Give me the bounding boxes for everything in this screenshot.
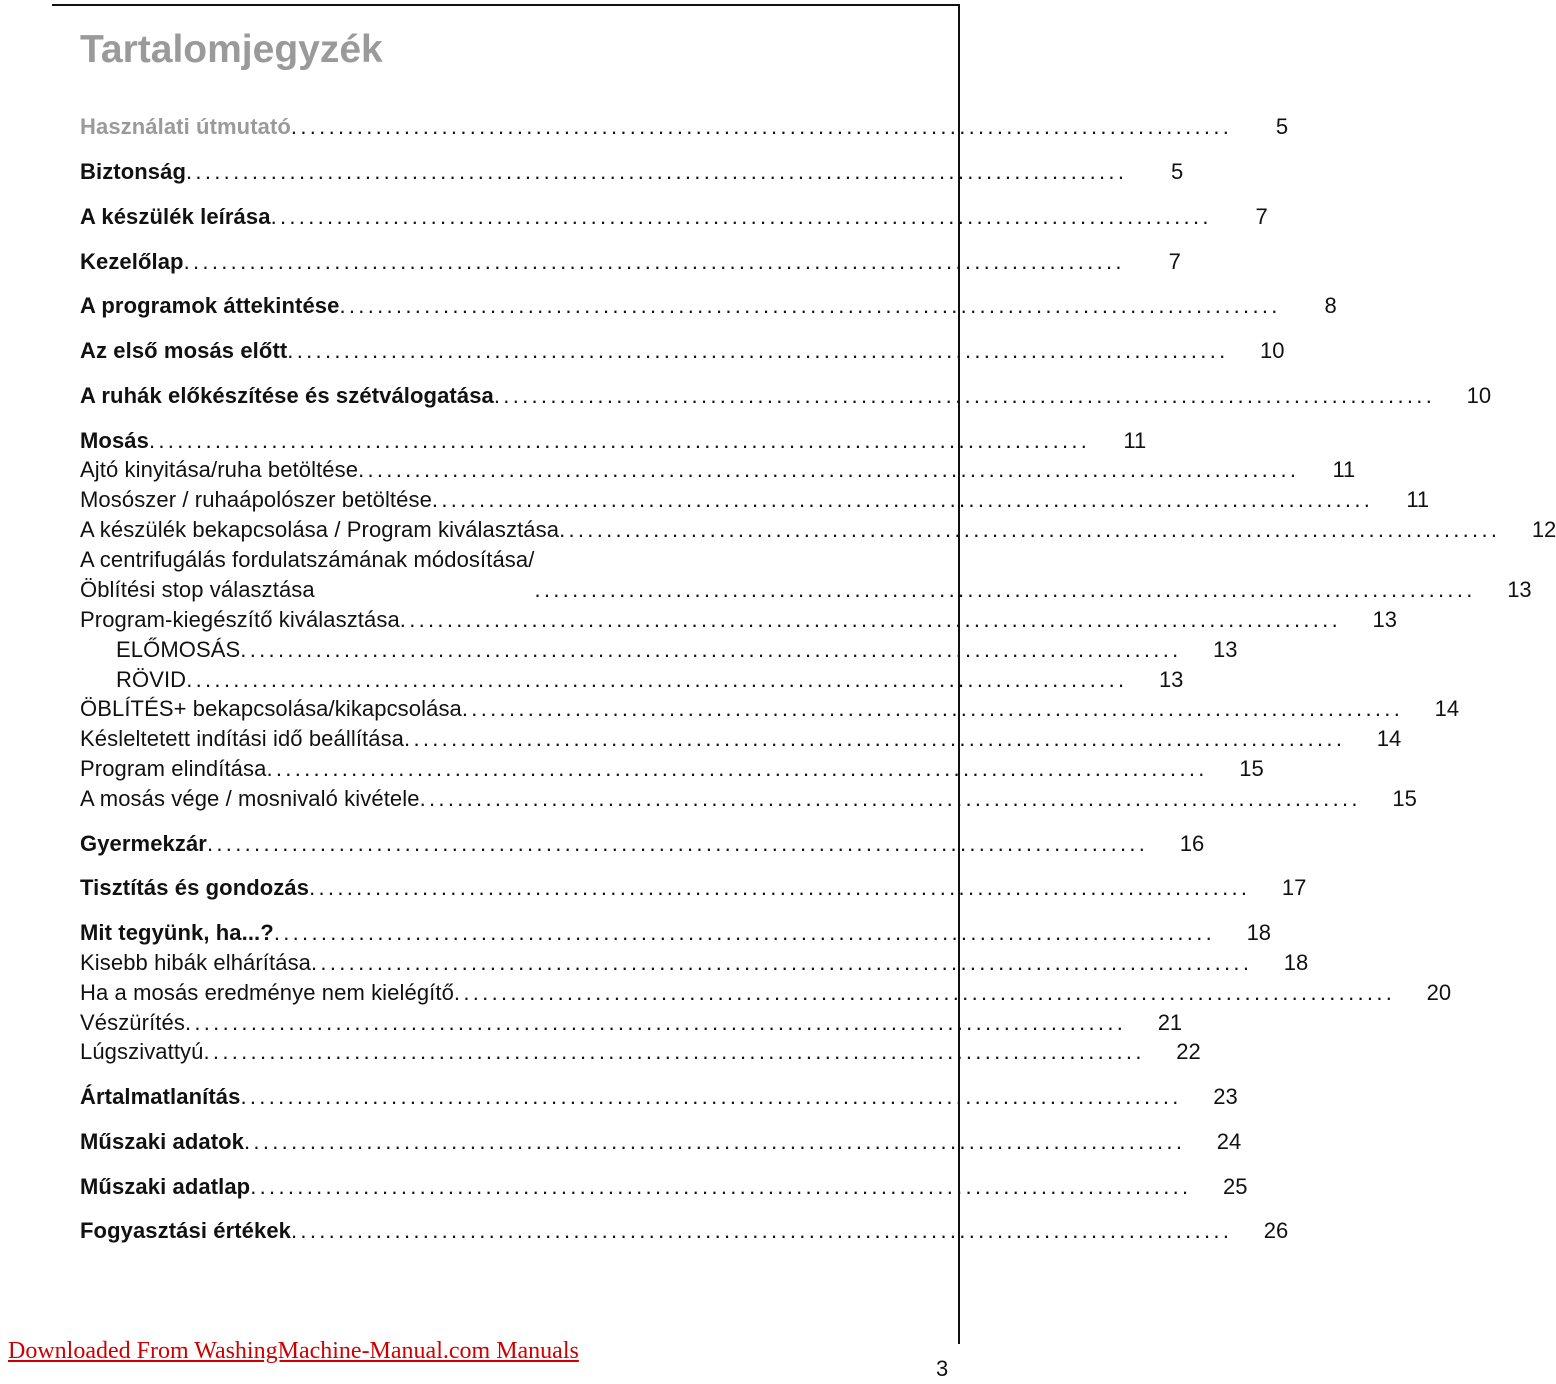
download-source-link[interactable]: Downloaded From WashingMachine-Manual.com Manuals [8, 1338, 579, 1364]
dot-leader: .................................................................................................... [290, 114, 1233, 139]
toc-entry-page: 13 [1372, 607, 1398, 632]
toc-entry-label: Az első mosás előtt [80, 338, 288, 363]
toc-entry-label: Program-kiegészítő kiválasztása [80, 607, 400, 632]
toc-entry-label: Használati útmutató [80, 114, 291, 139]
toc-entry-label: A készülék leírása [80, 204, 271, 229]
dot-leader: .................................................................................................... [266, 756, 1208, 781]
toc-entry-page: 13 [1507, 577, 1532, 602]
toc-entry-page: 23 [1213, 1084, 1238, 1109]
toc-entry-page: 13 [1158, 667, 1184, 692]
toc-entry[interactable] [80, 605, 1398, 635]
toc-entry[interactable] [80, 724, 1402, 754]
toc-entry-label: Ajtó kinyitása/ruha betöltése [80, 457, 359, 482]
toc-entry-page: 11 [1406, 487, 1430, 512]
page-border-top [52, 4, 960, 6]
dot-leader: .................................................................................................... [273, 920, 1216, 945]
toc-entry[interactable] [80, 784, 1417, 814]
dot-leader: .................................................................................................... [240, 1084, 1182, 1109]
dot-leader: .................................................................................................... [399, 607, 1342, 632]
toc-entry-page: 10 [1260, 338, 1285, 363]
dot-leader: .................................................................................................... [184, 1010, 1127, 1035]
toc-entry[interactable] [80, 1008, 1183, 1038]
toc-entry[interactable] [80, 515, 1556, 545]
toc-entry-page: 15 [1392, 786, 1417, 811]
toc-entry-label: ÖBLÍTÉS+ bekapcsolása/kikapcsolása [80, 696, 462, 721]
toc-entry[interactable] [80, 829, 1205, 859]
toc-entry[interactable] [80, 1216, 1289, 1246]
toc-entry[interactable] [80, 485, 1430, 515]
dot-leader: .................................................................................................... [186, 667, 1128, 692]
toc-entry-label: A centrifugálás fordulatszámának módosítása/ Öblítési stop választása [80, 547, 535, 602]
toc-entry-label: A programok áttekintése [80, 293, 340, 318]
dot-leader: .................................................................................................... [183, 249, 1125, 274]
toc-entry-page: 13 [1213, 637, 1238, 662]
toc-entry-page: 5 [1171, 159, 1184, 184]
toc-entry[interactable] [80, 291, 1337, 321]
toc-entry-label: Ártalmatlanítás [80, 1084, 241, 1109]
toc-entry-page: 26 [1263, 1218, 1289, 1243]
toc-entry[interactable] [80, 635, 1238, 665]
dot-leader: .................................................................................................... [358, 457, 1300, 482]
dot-leader: .................................................................................................... [419, 786, 1361, 811]
page-title: Tartalomjegyzék [80, 28, 383, 71]
toc-entry[interactable] [80, 1172, 1248, 1202]
dot-leader: .................................................................................................... [244, 1129, 1186, 1154]
toc-entry-label: Vészürítés [80, 1010, 185, 1035]
toc-entry[interactable] [80, 381, 1492, 411]
dot-leader: .................................................................................................... [493, 383, 1436, 408]
toc-entry-page: 20 [1426, 980, 1452, 1005]
toc-entry[interactable] [80, 948, 1309, 978]
toc-entry[interactable] [80, 112, 1289, 142]
dot-leader: .................................................................................................... [287, 338, 1229, 363]
toc-entry-label: Mosószer / ruhaápolószer betöltése [80, 487, 432, 512]
toc-entry-page: 10 [1466, 383, 1492, 408]
toc-entry-page: 7 [1255, 204, 1268, 229]
toc-entry-label: Késleltetett indítási idő beállítása [80, 726, 405, 751]
toc-entry[interactable] [80, 336, 1285, 366]
dot-leader: .................................................................................................... [559, 517, 1501, 542]
toc-entry-page: 5 [1275, 114, 1289, 139]
toc-entry-page: 11 [1332, 457, 1356, 482]
toc-entry[interactable] [80, 665, 1184, 695]
dot-leader: .................................................................................................... [339, 293, 1281, 318]
toc-entry-label: Lúgszivattyú [80, 1039, 204, 1064]
toc-entry-label: A ruhák előkészítése és szétválogatása [80, 383, 494, 408]
toc-entry-label: ELŐMOSÁS [116, 637, 241, 662]
toc-entry[interactable] [80, 545, 1532, 605]
toc-entry[interactable] [80, 694, 1460, 724]
toc-entry[interactable] [80, 202, 1268, 232]
toc-entry-page: 14 [1376, 726, 1402, 751]
toc-entry-page: 14 [1434, 696, 1460, 721]
toc-entry-page: 18 [1283, 950, 1309, 975]
toc-entry-page: 22 [1176, 1039, 1201, 1064]
toc-entry-page: 24 [1216, 1129, 1242, 1154]
toc-entry-page: 7 [1168, 249, 1181, 274]
toc-entry-label: Ha a mosás eredménye nem kielégítő [80, 980, 454, 1005]
toc-entry-page: 25 [1222, 1174, 1248, 1199]
toc-entry-page: 21 [1157, 1010, 1183, 1035]
dot-leader: .................................................................................................... [148, 428, 1091, 453]
toc-entry-page: 11 [1123, 428, 1147, 453]
toc-entry-page: 8 [1324, 293, 1337, 318]
page-number: 3 [936, 1356, 949, 1381]
toc-entry[interactable] [80, 247, 1181, 277]
toc-entry-label: Mosás [80, 428, 149, 453]
toc-entry-label: A mosás vége / mosnivaló kivétele [80, 786, 420, 811]
dot-leader: .................................................................................................... [309, 875, 1251, 900]
toc-entry-page: 18 [1246, 920, 1272, 945]
dot-leader: .................................................................................................... [203, 1039, 1145, 1064]
toc-entry-label: RÖVID [116, 667, 187, 692]
toc-entry[interactable] [80, 426, 1147, 456]
toc-entry-label: Műszaki adatok [80, 1129, 245, 1154]
toc-entry-page: 16 [1179, 831, 1205, 856]
toc-entry-label: Gyermekzár [80, 831, 207, 856]
dot-leader: .................................................................................................... [431, 487, 1374, 512]
toc-entry-page: 15 [1239, 756, 1264, 781]
toc-entry-label: Biztonság [80, 159, 187, 184]
toc-entry[interactable] [80, 157, 1184, 187]
dot-leader: .................................................................................................... [240, 637, 1182, 662]
dot-leader: .................................................................................................... [291, 1218, 1233, 1243]
dot-leader: .................................................................................................... [534, 577, 1476, 602]
toc-entry[interactable] [80, 1037, 1201, 1067]
dot-leader: .................................................................................................... [453, 980, 1396, 1005]
toc-entry[interactable] [80, 873, 1307, 903]
dot-leader: .................................................................................................... [206, 831, 1149, 856]
dot-leader: .................................................................................................... [186, 159, 1128, 184]
toc-entry[interactable] [80, 1082, 1238, 1112]
toc-entry-page: 12 [1531, 517, 1556, 542]
toc-entry-page: 17 [1281, 875, 1307, 900]
toc-entry[interactable] [80, 978, 1452, 1008]
dot-leader: .................................................................................................... [404, 726, 1346, 751]
dot-leader: .................................................................................................... [311, 950, 1253, 975]
toc-entry-label: Kezelőlap [80, 249, 184, 274]
dot-leader: .................................................................................................... [270, 204, 1212, 229]
toc-entry[interactable] [80, 455, 1356, 485]
toc-entry-label: Műszaki adatlap [80, 1174, 251, 1199]
toc-entry-label: A készülék bekapcsolása / Program kiválasztása [80, 517, 560, 542]
toc-entry[interactable] [80, 1127, 1242, 1157]
toc-entry[interactable] [80, 754, 1264, 784]
dot-leader: .................................................................................................... [461, 696, 1404, 721]
dot-leader: .................................................................................................... [250, 1174, 1192, 1199]
toc-entry-label: Program elindítása [80, 756, 267, 781]
toc-entry-label: Fogyasztási értékek [80, 1218, 292, 1243]
toc-entry-label: Tisztítás és gondozás [80, 875, 310, 900]
toc-entry[interactable] [80, 918, 1272, 948]
toc-entry-label: Kisebb hibák elhárítása [80, 950, 312, 975]
toc-entry-label: Mit tegyünk, ha...? [80, 920, 274, 945]
